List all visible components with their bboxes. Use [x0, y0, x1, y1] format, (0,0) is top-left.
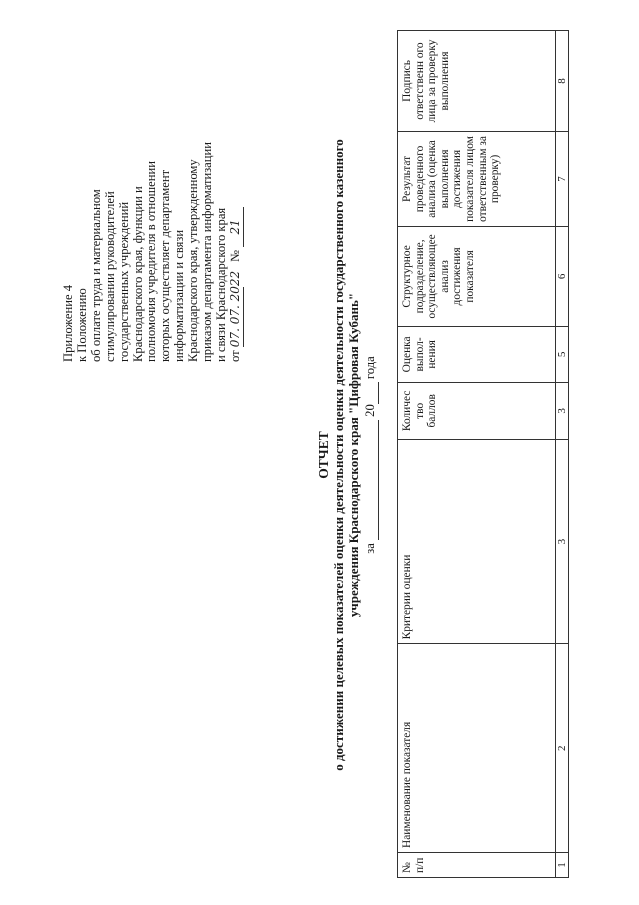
year-blank [363, 382, 379, 404]
header-cell: № п/п [398, 853, 556, 878]
report-subtitle-line-2: учреждения Краснодарского края "Цифровая Кубань" [346, 292, 361, 618]
header-cell: Структурное подразделение, осуществляющее анализ достижения показателя [398, 226, 556, 326]
column-number: 3 [556, 439, 569, 644]
appendix-line: Краснодарского края, утвержденному [186, 159, 201, 362]
appendix-date-line [229, 110, 244, 362]
appendix-line: информатизации и связи [172, 229, 187, 362]
column-number: 8 [556, 31, 569, 132]
appendix-line: приказом департамента информатизации [200, 142, 215, 362]
appendix-line: стимулировании руководителей [102, 191, 117, 362]
date-prefix: от [227, 350, 242, 362]
column-number: 1 [556, 853, 569, 878]
period-year-prefix: 20 [363, 404, 377, 417]
period-suffix: года [363, 356, 377, 380]
appendix-line: к Положению [74, 288, 89, 362]
appendix-line: Краснодарского края, функции и [130, 186, 145, 362]
header-cell: Подпись ответственн ого лица за проверку выполнения [398, 31, 556, 132]
column-number: 6 [556, 226, 569, 326]
table-header-row [398, 31, 556, 878]
appendix-line: полномочия учредителя в отношении [144, 161, 159, 362]
column-number: 7 [556, 131, 569, 226]
number-prefix: № [227, 249, 242, 263]
column-number: 2 [556, 644, 569, 853]
period-prefix: за [363, 543, 377, 554]
appendix-line: и связи Краснодарского края [213, 207, 228, 362]
header-cell: Оценка выпол- нения [398, 326, 556, 382]
handwritten-date: 07. 07. 2022 [227, 270, 242, 348]
header-cell: Критерии оценки [398, 439, 556, 644]
appendix-line: государственных учреждений [116, 201, 131, 362]
header-cell: Результат проведенного анализа (оценка выполнения достижения показателя лицом ответственным за проверку) [398, 131, 556, 226]
column-number: 3 [556, 382, 569, 439]
period-blank [363, 420, 379, 540]
appendix-block [62, 110, 244, 362]
appendix-line: которых осуществляет департамент [158, 169, 173, 362]
header-cell: Количес тво баллов [398, 382, 556, 439]
appendix-line: Приложение 4 [61, 284, 75, 362]
appendix-line: об оплате труда и материальном [88, 189, 103, 362]
report-subtitle-line-1: о достижении целевых показателей оценки деятельности оценки деятельности государственного казенного [331, 139, 346, 771]
header-cell: Наименование показателя [398, 644, 556, 853]
column-number: 5 [556, 326, 569, 382]
report-table [397, 30, 569, 878]
handwritten-number: 21 [229, 207, 244, 247]
report-period [363, 105, 379, 805]
report-heading: ОТЧЕТ [316, 431, 331, 479]
table-number-row [556, 31, 569, 878]
report-title [316, 105, 361, 805]
